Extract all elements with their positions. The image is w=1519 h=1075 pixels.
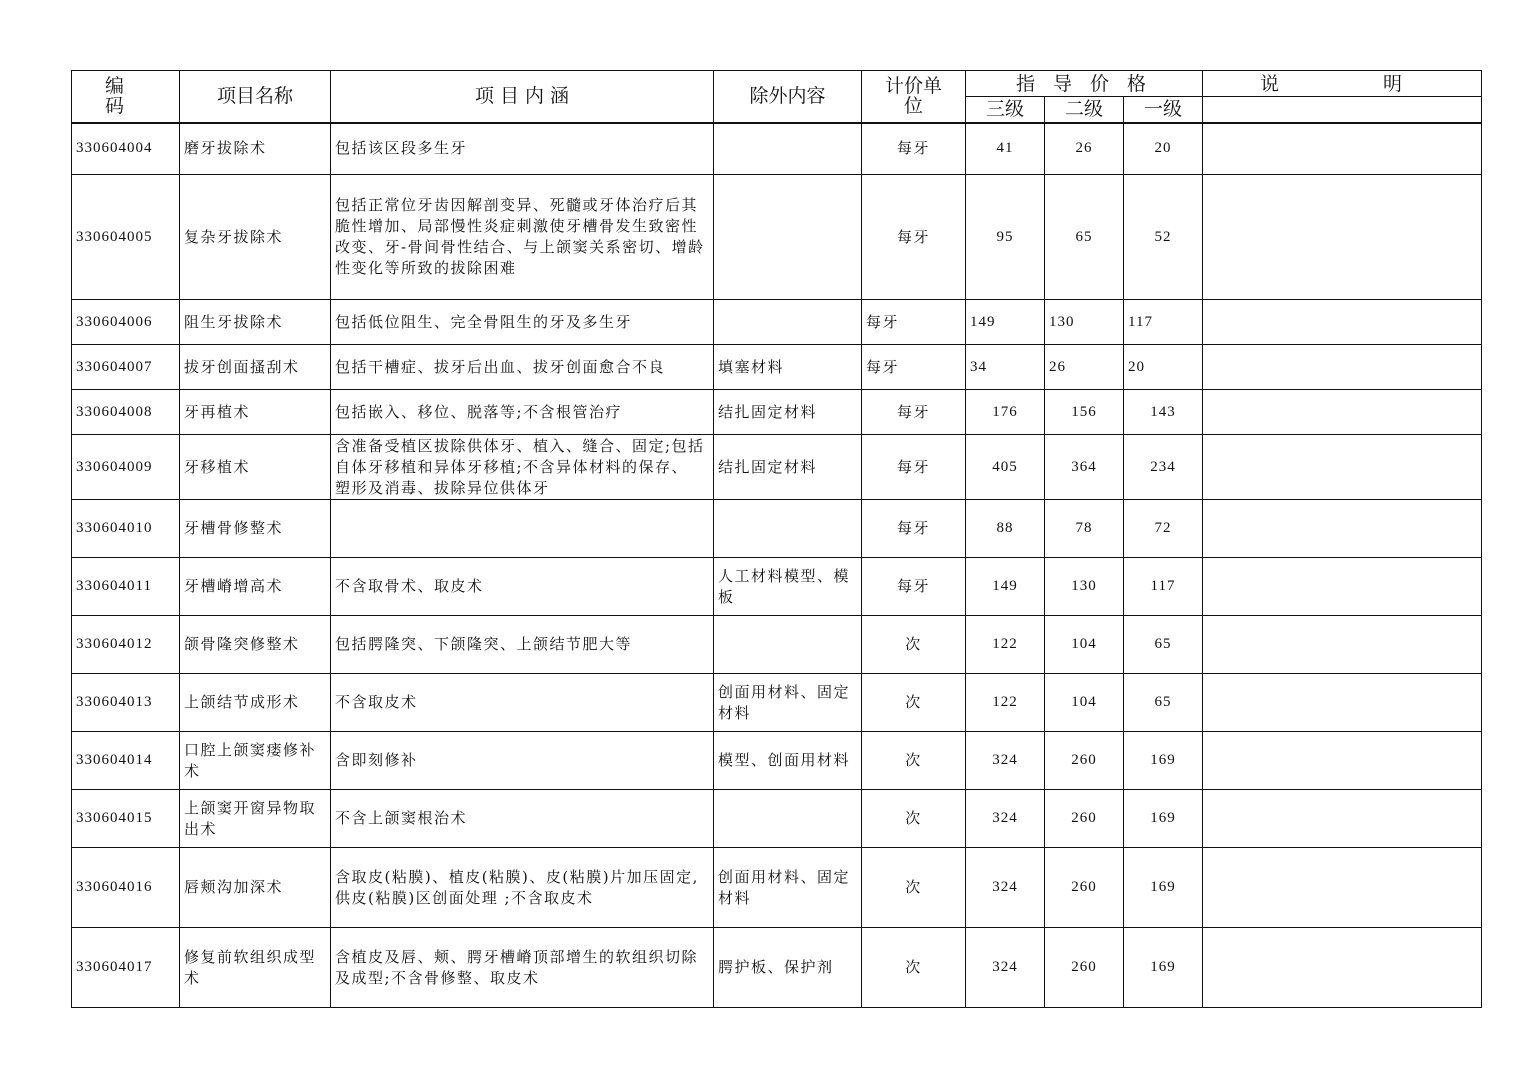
header-note: 说 明 (1203, 71, 1482, 97)
header-name: 项目名称 (180, 71, 331, 123)
row-content: 含即刻修补 (331, 732, 714, 790)
row-price-level1: 169 (1124, 928, 1203, 1008)
row-name: 口腔上颌窦瘘修补术 (180, 732, 331, 790)
row-price-level2: 65 (1045, 175, 1124, 300)
table-row (72, 616, 1482, 674)
row-price-level3: 149 (966, 300, 1045, 345)
row-excluded (714, 616, 862, 674)
row-unit: 每牙 (862, 123, 966, 175)
row-code: 330604012 (72, 616, 180, 674)
row-code: 330604011 (72, 558, 180, 616)
row-price-level1: 143 (1124, 390, 1203, 435)
row-note (1203, 123, 1482, 175)
row-code: 330604009 (72, 435, 180, 500)
row-content: 包括干槽症、拔牙后出血、拔牙创面愈合不良 (331, 345, 714, 390)
row-note (1203, 390, 1482, 435)
row-name: 牙再植术 (180, 390, 331, 435)
row-price-level3: 324 (966, 848, 1045, 928)
table-row (72, 300, 1482, 345)
table-row (72, 123, 1482, 175)
row-price-level1: 72 (1124, 500, 1203, 558)
row-excluded: 填塞材料 (714, 345, 862, 390)
row-excluded: 人工材料模型、模板 (714, 558, 862, 616)
row-unit: 每牙 (862, 558, 966, 616)
row-code: 330604004 (72, 123, 180, 175)
row-name: 牙槽嵴增高术 (180, 558, 331, 616)
row-note (1203, 500, 1482, 558)
row-name: 修复前软组织成型术 (180, 928, 331, 1008)
row-code: 330604016 (72, 848, 180, 928)
header-level3: 三级 (966, 97, 1045, 123)
row-price-level1: 117 (1124, 300, 1203, 345)
row-unit: 每牙 (862, 390, 966, 435)
row-name: 上颌结节成形术 (180, 674, 331, 732)
row-note (1203, 558, 1482, 616)
row-note (1203, 345, 1482, 390)
row-name: 磨牙拔除术 (180, 123, 331, 175)
table-row (72, 732, 1482, 790)
row-unit: 次 (862, 848, 966, 928)
header-note-blank (1203, 97, 1482, 123)
row-price-level3: 122 (966, 616, 1045, 674)
row-note (1203, 848, 1482, 928)
row-name: 复杂牙拔除术 (180, 175, 331, 300)
row-note (1203, 674, 1482, 732)
row-price-level2: 26 (1045, 123, 1124, 175)
row-note (1203, 435, 1482, 500)
row-content: 包括低位阻生、完全骨阻生的牙及多生牙 (331, 300, 714, 345)
header-excluded: 除外内容 (714, 71, 862, 123)
row-price-level2: 104 (1045, 674, 1124, 732)
row-unit: 次 (862, 674, 966, 732)
row-content: 含准备受植区拔除供体牙、植入、缝合、固定;包括自体牙移植和异体牙移植;不含异体材料的保存、 塑形及消毒、拔除异位供体牙 (331, 435, 714, 500)
table-header (72, 71, 1482, 123)
row-code: 330604014 (72, 732, 180, 790)
row-excluded (714, 123, 862, 175)
row-price-level3: 88 (966, 500, 1045, 558)
row-note (1203, 790, 1482, 848)
row-price-level3: 324 (966, 732, 1045, 790)
header-price-group: 指 导 价 格 (966, 71, 1203, 97)
row-price-level2: 156 (1045, 390, 1124, 435)
row-content (331, 500, 714, 558)
row-content: 包括正常位牙齿因解剖变异、死髓或牙体治疗后其脆性增加、局部慢性炎症刺激使牙槽骨发生致密性改变、牙-骨间骨性结合、与上颌窦关系密切、增龄性变化等所致的拔除困难 (331, 175, 714, 300)
row-price-level3: 95 (966, 175, 1045, 300)
price-table (71, 70, 1482, 1008)
row-price-level1: 169 (1124, 790, 1203, 848)
row-price-level1: 20 (1124, 123, 1203, 175)
row-unit: 次 (862, 616, 966, 674)
table-row (72, 928, 1482, 1008)
row-code: 330604005 (72, 175, 180, 300)
row-unit: 每牙 (862, 300, 966, 345)
row-price-level1: 169 (1124, 732, 1203, 790)
row-excluded: 创面用材料、固定材料 (714, 848, 862, 928)
row-code: 330604010 (72, 500, 180, 558)
row-price-level2: 260 (1045, 790, 1124, 848)
row-code: 330604007 (72, 345, 180, 390)
row-code: 330604006 (72, 300, 180, 345)
row-name: 牙移植术 (180, 435, 331, 500)
row-excluded: 结扎固定材料 (714, 390, 862, 435)
row-unit: 次 (862, 732, 966, 790)
row-name: 上颌窦开窗异物取出术 (180, 790, 331, 848)
header-content: 项 目 内 涵 (331, 71, 714, 123)
row-unit: 每牙 (862, 175, 966, 300)
table-row (72, 390, 1482, 435)
table-row (72, 500, 1482, 558)
row-code: 330604013 (72, 674, 180, 732)
row-price-level2: 364 (1045, 435, 1124, 500)
row-price-level3: 122 (966, 674, 1045, 732)
row-excluded (714, 500, 862, 558)
row-content: 包括该区段多生牙 (331, 123, 714, 175)
header-level1: 一级 (1124, 97, 1203, 123)
row-price-level2: 260 (1045, 732, 1124, 790)
row-price-level3: 324 (966, 790, 1045, 848)
row-content: 含取皮(粘膜)、植皮(粘膜)、皮(粘膜)片加压固定,供皮(粘膜)区创面处理 ;不含取皮术 (331, 848, 714, 928)
row-unit: 每牙 (862, 500, 966, 558)
header-code: 编 码 (72, 71, 180, 123)
row-content: 不含上颌窦根治术 (331, 790, 714, 848)
row-price-level3: 41 (966, 123, 1045, 175)
header-unit: 计价单位 (862, 71, 966, 123)
row-name: 唇颊沟加深术 (180, 848, 331, 928)
row-price-level1: 52 (1124, 175, 1203, 300)
row-price-level2: 130 (1045, 300, 1124, 345)
row-excluded: 创面用材料、固定材料 (714, 674, 862, 732)
table-row (72, 345, 1482, 390)
row-unit: 每牙 (862, 345, 966, 390)
row-content: 包括嵌入、移位、脱落等;不含根管治疗 (331, 390, 714, 435)
table-row (72, 558, 1482, 616)
table-row (72, 175, 1482, 300)
row-price-level3: 405 (966, 435, 1045, 500)
row-excluded (714, 790, 862, 848)
row-price-level2: 78 (1045, 500, 1124, 558)
table-row (72, 848, 1482, 928)
row-code: 330604008 (72, 390, 180, 435)
row-note (1203, 300, 1482, 345)
row-code: 330604017 (72, 928, 180, 1008)
table-row (72, 790, 1482, 848)
row-content: 不含取骨术、取皮术 (331, 558, 714, 616)
table-row (72, 674, 1482, 732)
row-price-level1: 117 (1124, 558, 1203, 616)
row-price-level3: 324 (966, 928, 1045, 1008)
row-unit: 次 (862, 790, 966, 848)
row-note (1203, 175, 1482, 300)
row-price-level2: 260 (1045, 928, 1124, 1008)
row-price-level1: 20 (1124, 345, 1203, 390)
row-price-level1: 234 (1124, 435, 1203, 500)
row-price-level3: 149 (966, 558, 1045, 616)
row-name: 颌骨隆突修整术 (180, 616, 331, 674)
table-row (72, 435, 1482, 500)
row-code: 330604015 (72, 790, 180, 848)
row-excluded: 腭护板、保护剂 (714, 928, 862, 1008)
header-level2: 二级 (1045, 97, 1124, 123)
row-price-level2: 26 (1045, 345, 1124, 390)
row-excluded (714, 175, 862, 300)
row-price-level2: 260 (1045, 848, 1124, 928)
row-note (1203, 928, 1482, 1008)
row-name: 牙槽骨修整术 (180, 500, 331, 558)
row-excluded: 模型、创面用材料 (714, 732, 862, 790)
row-name: 拔牙创面搔刮术 (180, 345, 331, 390)
row-price-level2: 130 (1045, 558, 1124, 616)
row-unit: 次 (862, 928, 966, 1008)
row-content: 不含取皮术 (331, 674, 714, 732)
row-excluded: 结扎固定材料 (714, 435, 862, 500)
row-name: 阻生牙拔除术 (180, 300, 331, 345)
row-price-level2: 104 (1045, 616, 1124, 674)
row-excluded (714, 300, 862, 345)
row-price-level3: 34 (966, 345, 1045, 390)
row-price-level1: 65 (1124, 616, 1203, 674)
row-price-level1: 169 (1124, 848, 1203, 928)
table-body (72, 123, 1482, 1008)
row-note (1203, 732, 1482, 790)
row-note (1203, 616, 1482, 674)
row-price-level1: 65 (1124, 674, 1203, 732)
row-price-level3: 176 (966, 390, 1045, 435)
row-content: 包括腭隆突、下颌隆突、上颌结节肥大等 (331, 616, 714, 674)
row-content: 含植皮及唇、颊、腭牙槽嵴顶部增生的软组织切除及成型;不含骨修整、取皮术 (331, 928, 714, 1008)
row-unit: 每牙 (862, 435, 966, 500)
